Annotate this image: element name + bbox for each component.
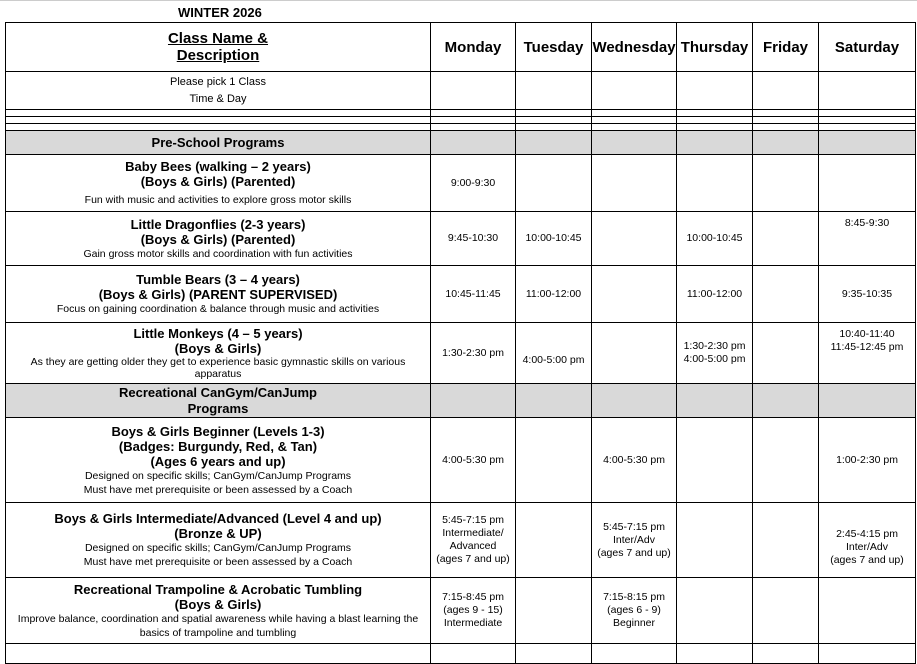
section-title-recreational: Recreational CanGym/CanJump Programs (6, 384, 431, 418)
class-info: Boys & Girls Intermediate/Advanced (Level 4 and up) (Bronze & UP) Designed on specific skills; CanGym/CanJump Programs Must have met prerequisite or been assessed by a Coach (6, 503, 431, 578)
time-slot-monday[interactable]: 1:30-2:30 pm (431, 323, 516, 384)
class-row-beginner (6, 418, 916, 503)
time-slot-wednesday[interactable]: 5:45-7:15 pm Inter/Adv (ages 7 and up) (592, 503, 677, 578)
header-row (6, 23, 916, 72)
class-row-baby-bees (6, 155, 916, 212)
time-slot-saturday[interactable]: 1:00-2:30 pm (819, 418, 916, 503)
time-slot-thursday[interactable]: 11:00-12:00 (677, 266, 753, 323)
day-header-wednesday: Wednesday (592, 23, 677, 72)
time-slot-tuesday[interactable]: 11:00-12:00 (516, 266, 592, 323)
section-row-preschool (6, 131, 916, 155)
class-info: Little Monkeys (4 – 5 years) (Boys & Girls) As they are getting older they get to experience basic gymnastic skills on various apparatus (6, 323, 431, 384)
class-row-trampoline (6, 578, 916, 644)
section-row-recreational (6, 384, 916, 418)
class-row-little-dragonflies (6, 212, 916, 266)
time-slot-monday[interactable]: 9:45-10:30 (431, 212, 516, 266)
class-info: Tumble Bears (3 – 4 years) (Boys & Girls) (PARENT SUPERVISED) Focus on gaining coordination & balance through music and activities (6, 266, 431, 323)
time-slot-wednesday[interactable]: 7:15-8:15 pm (ages 6 - 9) Beginner (592, 578, 677, 644)
time-slot-monday[interactable]: 4:00-5:30 pm (431, 418, 516, 503)
time-slot-tuesday[interactable]: 4:00-5:00 pm (516, 323, 592, 384)
instruction-cell: Please pick 1 Class Time & Day (6, 72, 431, 110)
instruction-row (6, 72, 916, 110)
time-slot-monday[interactable]: 9:00-9:30 (431, 155, 516, 212)
class-row-tumble-bears (6, 266, 916, 323)
season-title: WINTER 2026 (178, 5, 262, 20)
time-slot-monday[interactable]: 7:15-8:45 pm (ages 9 - 15) Intermediate (431, 578, 516, 644)
schedule-table (5, 22, 916, 664)
day-header-tuesday: Tuesday (516, 23, 592, 72)
class-info: Recreational Trampoline & Acrobatic Tumbling (Boys & Girls) Improve balance, coordination and spatial awareness while having a blast learning the basics of trampoline and tumbling (6, 578, 431, 644)
day-header-monday: Monday (431, 23, 516, 72)
time-slot-saturday[interactable]: 9:35-10:35 (819, 266, 916, 323)
time-slot-monday[interactable]: 10:45-11:45 (431, 266, 516, 323)
day-header-friday: Friday (753, 23, 819, 72)
time-slot-wednesday[interactable]: 4:00-5:30 pm (592, 418, 677, 503)
time-slot-thursday[interactable]: 10:00-10:45 (677, 212, 753, 266)
class-column-header: Class Name & Description (6, 23, 431, 72)
time-slot-thursday[interactable]: 1:30-2:30 pm 4:00-5:00 pm (677, 323, 753, 384)
class-row-little-monkeys (6, 323, 916, 384)
day-header-saturday: Saturday (819, 23, 916, 72)
time-slot-tuesday[interactable]: 10:00-10:45 (516, 212, 592, 266)
time-slot-saturday[interactable]: 10:40-11:40 11:45-12:45 pm (819, 323, 916, 384)
class-row-intermediate (6, 503, 916, 578)
day-header-thursday: Thursday (677, 23, 753, 72)
class-info: Little Dragonflies (2-3 years) (Boys & Girls) (Parented) Gain gross motor skills and coordination with fun activities (6, 212, 431, 266)
class-info: Boys & Girls Beginner (Levels 1-3) (Badges: Burgundy, Red, & Tan) (Ages 6 years and up) Designed on specific skills; CanGym/CanJump Programs Must have met prerequisite or been assessed by a Coach (6, 418, 431, 503)
section-title-preschool: Pre-School Programs (6, 131, 431, 155)
top-rule (0, 0, 917, 1)
time-slot-monday[interactable]: 5:45-7:15 pm Intermediate/ Advanced (ages 7 and up) (431, 503, 516, 578)
class-info: Baby Bees (walking – 2 years) (Boys & Girls) (Parented) Fun with music and activities to explore gross motor skills (6, 155, 431, 212)
time-slot-saturday[interactable]: 2:45-4:15 pm Inter/Adv (ages 7 and up) (819, 503, 916, 578)
time-slot-saturday[interactable]: 8:45-9:30 (819, 212, 916, 266)
